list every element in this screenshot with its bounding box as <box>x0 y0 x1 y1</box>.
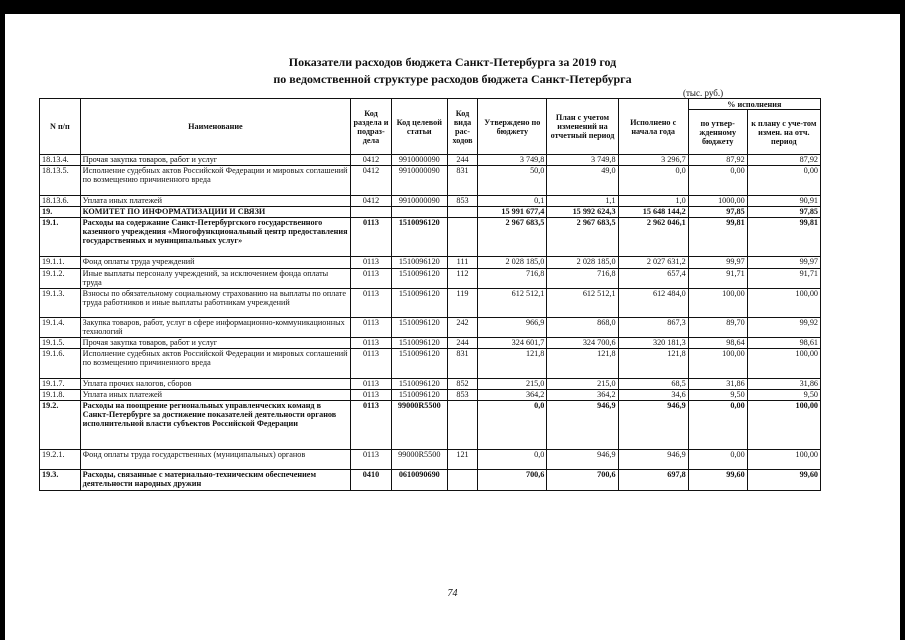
cell-plan: 3 749,8 <box>547 155 618 166</box>
cell-num: 19.1.5. <box>40 338 81 349</box>
cell-p2: 98,61 <box>747 338 820 349</box>
cell-p2: 99,97 <box>747 257 820 269</box>
cell-isp: 697,8 <box>618 470 688 491</box>
cell-vid: 853 <box>447 196 478 207</box>
cell-utv: 324 601,7 <box>478 338 547 349</box>
cell-tsel: 1510096120 <box>391 269 447 289</box>
cell-p2: 0,00 <box>747 166 820 196</box>
cell-isp: 2 027 631,2 <box>618 257 688 269</box>
cell-name: Исполнение судебных актов Российской Федерации и мировых соглашений по возмещению причиненного вреда <box>80 349 350 379</box>
scan-right-border <box>900 14 905 640</box>
cell-p1: 31,86 <box>688 379 747 390</box>
cell-tsel: 0610090690 <box>391 470 447 491</box>
cell-plan: 946,9 <box>547 401 618 450</box>
cell-p1: 91,71 <box>688 269 747 289</box>
cell-plan: 700,6 <box>547 470 618 491</box>
cell-num: 19.1.4. <box>40 318 81 338</box>
cell-plan: 2 028 185,0 <box>547 257 618 269</box>
cell-utv: 215,0 <box>478 379 547 390</box>
cell-tsel: 1510096120 <box>391 349 447 379</box>
cell-utv: 121,8 <box>478 349 547 379</box>
cell-plan: 2 967 683,5 <box>547 218 618 257</box>
cell-utv: 700,6 <box>478 470 547 491</box>
cell-name: Прочая закупка товаров, работ и услуг <box>80 155 350 166</box>
cell-name: Закупка товаров, работ, услуг в сфере информационно-коммуникационных технологий <box>80 318 350 338</box>
cell-plan: 946,9 <box>547 450 618 470</box>
table-row <box>40 379 821 390</box>
cell-p1: 0,00 <box>688 450 747 470</box>
cell-plan: 49,0 <box>547 166 618 196</box>
cell-plan: 324 700,6 <box>547 338 618 349</box>
cell-isp: 0,0 <box>618 166 688 196</box>
cell-p2: 99,92 <box>747 318 820 338</box>
cell-num: 19.1.8. <box>40 390 81 401</box>
cell-isp: 657,4 <box>618 269 688 289</box>
cell-num: 18.13.5. <box>40 166 81 196</box>
cell-utv: 716,8 <box>478 269 547 289</box>
cell-plan: 716,8 <box>547 269 618 289</box>
cell-vid <box>447 401 478 450</box>
cell-tsel: 1510096120 <box>391 257 447 269</box>
cell-tsel: 9910000090 <box>391 155 447 166</box>
document-title-line-2: по ведомственной структуре расходов бюджета Санкт-Петербурга <box>273 72 632 86</box>
cell-isp: 320 181,3 <box>618 338 688 349</box>
table-row <box>40 390 821 401</box>
cell-utv: 612 512,1 <box>478 289 547 318</box>
header-pct-plan: к плану с уче-том измен. на отч. период <box>747 110 820 155</box>
table-row <box>40 207 821 218</box>
cell-isp: 15 648 144,2 <box>618 207 688 218</box>
cell-plan: 1,1 <box>547 196 618 207</box>
budget-table <box>39 98 821 491</box>
cell-name: Расходы на содержание Санкт-Петербургского государственного казенного учреждения «Многофункциональный центр предоставления государственных и муниципальных услуг» <box>80 218 350 257</box>
cell-razdel: 0113 <box>351 450 392 470</box>
cell-name: КОМИТЕТ ПО ИНФОРМАТИЗАЦИИ И СВЯЗИ <box>80 207 350 218</box>
cell-utv: 15 991 677,4 <box>478 207 547 218</box>
cell-isp: 946,9 <box>618 450 688 470</box>
cell-tsel: 99000R5500 <box>391 450 447 470</box>
cell-num: 19.2. <box>40 401 81 450</box>
units-label: (тыс. руб.) <box>683 88 724 98</box>
cell-name: Уплата прочих налогов, сборов <box>80 379 350 390</box>
table-row <box>40 318 821 338</box>
cell-num: 19.1. <box>40 218 81 257</box>
cell-razdel: 0412 <box>351 166 392 196</box>
cell-vid: 242 <box>447 318 478 338</box>
cell-vid: 853 <box>447 390 478 401</box>
cell-razdel: 0113 <box>351 379 392 390</box>
cell-p1: 1000,00 <box>688 196 747 207</box>
cell-p2: 91,71 <box>747 269 820 289</box>
cell-name: Взносы по обязательному социальному страхованию на выплаты по оплате труда работников и иные выплаты работникам учреждений <box>80 289 350 318</box>
cell-vid <box>447 207 478 218</box>
cell-plan: 215,0 <box>547 379 618 390</box>
cell-p1: 100,00 <box>688 349 747 379</box>
cell-p1: 100,00 <box>688 289 747 318</box>
table-row <box>40 338 821 349</box>
cell-vid: 112 <box>447 269 478 289</box>
cell-vid <box>447 218 478 257</box>
cell-p1: 99,60 <box>688 470 747 491</box>
document-title-line-1: Показатели расходов бюджета Санкт-Петербурга за 2019 год <box>288 55 617 69</box>
cell-isp: 2 962 046,1 <box>618 218 688 257</box>
cell-p2: 87,92 <box>747 155 820 166</box>
cell-vid: 831 <box>447 166 478 196</box>
cell-name: Уплата иных платежей <box>80 196 350 207</box>
cell-num: 19.2.1. <box>40 450 81 470</box>
cell-name: Фонд оплаты труда государственных (муниципальных) органов <box>80 450 350 470</box>
cell-razdel: 0113 <box>351 257 392 269</box>
header-pct-utv: по утвер-жденному бюджету <box>688 110 747 155</box>
cell-vid: 119 <box>447 289 478 318</box>
cell-utv: 2 967 683,5 <box>478 218 547 257</box>
cell-razdel: 0113 <box>351 338 392 349</box>
cell-razdel: 0412 <box>351 155 392 166</box>
header-name: Наименование <box>80 99 350 155</box>
cell-isp: 1,0 <box>618 196 688 207</box>
cell-vid: 121 <box>447 450 478 470</box>
cell-plan: 364,2 <box>547 390 618 401</box>
table-row <box>40 269 821 289</box>
cell-p2: 100,00 <box>747 450 820 470</box>
header-isp: Исполнено с начала года <box>618 99 688 155</box>
cell-num: 19. <box>40 207 81 218</box>
cell-num: 19.1.2. <box>40 269 81 289</box>
scan-left-border <box>0 14 5 640</box>
cell-num: 19.1.7. <box>40 379 81 390</box>
cell-num: 19.1.3. <box>40 289 81 318</box>
cell-isp: 121,8 <box>618 349 688 379</box>
cell-tsel: 1510096120 <box>391 379 447 390</box>
cell-name: Уплата иных платежей <box>80 390 350 401</box>
cell-name: Фонд оплаты труда учреждений <box>80 257 350 269</box>
cell-vid: 111 <box>447 257 478 269</box>
cell-utv: 364,2 <box>478 390 547 401</box>
scan-top-border <box>0 0 905 14</box>
cell-p1: 9,50 <box>688 390 747 401</box>
cell-vid: 831 <box>447 349 478 379</box>
cell-vid: 852 <box>447 379 478 390</box>
cell-p2: 97,85 <box>747 207 820 218</box>
cell-utv: 0,0 <box>478 401 547 450</box>
table-row <box>40 196 821 207</box>
cell-razdel <box>351 207 392 218</box>
table-row <box>40 155 821 166</box>
cell-vid <box>447 470 478 491</box>
cell-p2: 90,91 <box>747 196 820 207</box>
cell-utv: 2 028 185,0 <box>478 257 547 269</box>
header-tsel: Код целевой статьи <box>391 99 447 155</box>
cell-vid: 244 <box>447 338 478 349</box>
cell-p2: 31,86 <box>747 379 820 390</box>
cell-tsel <box>391 207 447 218</box>
cell-isp: 68,5 <box>618 379 688 390</box>
cell-utv: 3 749,8 <box>478 155 547 166</box>
cell-p2: 99,81 <box>747 218 820 257</box>
table-row <box>40 257 821 269</box>
cell-razdel: 0113 <box>351 349 392 379</box>
cell-tsel: 1510096120 <box>391 218 447 257</box>
header-razdel: Код раздела и подраз-дела <box>351 99 392 155</box>
header-num: N п/п <box>40 99 81 155</box>
cell-razdel: 0113 <box>351 318 392 338</box>
cell-isp: 612 484,0 <box>618 289 688 318</box>
header-pct: % исполнения <box>688 99 820 110</box>
table-row <box>40 289 821 318</box>
cell-num: 18.13.6. <box>40 196 81 207</box>
cell-plan: 15 992 624,3 <box>547 207 618 218</box>
cell-utv: 0,1 <box>478 196 547 207</box>
cell-num: 19.1.6. <box>40 349 81 379</box>
cell-num: 19.1.1. <box>40 257 81 269</box>
cell-isp: 946,9 <box>618 401 688 450</box>
cell-p1: 89,70 <box>688 318 747 338</box>
table-row <box>40 470 821 491</box>
cell-tsel: 9910000090 <box>391 166 447 196</box>
cell-razdel: 0410 <box>351 470 392 491</box>
cell-p1: 99,97 <box>688 257 747 269</box>
cell-tsel: 1510096120 <box>391 390 447 401</box>
cell-p1: 0,00 <box>688 166 747 196</box>
cell-p1: 98,64 <box>688 338 747 349</box>
cell-name: Расходы, связанные с материально-техническим обеспечением деятельности народных дружин <box>80 470 350 491</box>
cell-razdel: 0412 <box>351 196 392 207</box>
header-utv: Утверждено по бюджету <box>478 99 547 155</box>
cell-tsel: 1510096120 <box>391 289 447 318</box>
cell-isp: 3 296,7 <box>618 155 688 166</box>
cell-name: Прочая закупка товаров, работ и услуг <box>80 338 350 349</box>
cell-p2: 9,50 <box>747 390 820 401</box>
cell-num: 18.13.4. <box>40 155 81 166</box>
cell-p1: 97,85 <box>688 207 747 218</box>
cell-num: 19.3. <box>40 470 81 491</box>
header-vid: Код вида рас-ходов <box>447 99 478 155</box>
cell-name: Иные выплаты персоналу учреждений, за исключением фонда оплаты труда <box>80 269 350 289</box>
table-row <box>40 401 821 450</box>
cell-p2: 100,00 <box>747 289 820 318</box>
cell-razdel: 0113 <box>351 401 392 450</box>
table-row <box>40 349 821 379</box>
cell-p1: 87,92 <box>688 155 747 166</box>
cell-isp: 34,6 <box>618 390 688 401</box>
cell-plan: 612 512,1 <box>547 289 618 318</box>
cell-tsel: 1510096120 <box>391 338 447 349</box>
cell-p1: 0,00 <box>688 401 747 450</box>
cell-name: Расходы на поощрение региональных управленческих команд в Санкт-Петербурге за достижение показателей деятельности органов исполнительной власти субъектов Российской Федерации <box>80 401 350 450</box>
cell-tsel: 9910000090 <box>391 196 447 207</box>
page-number: 74 <box>447 588 458 599</box>
cell-p1: 99,81 <box>688 218 747 257</box>
cell-tsel: 99000R5500 <box>391 401 447 450</box>
table-row <box>40 166 821 196</box>
cell-plan: 121,8 <box>547 349 618 379</box>
cell-p2: 100,00 <box>747 401 820 450</box>
cell-isp: 867,3 <box>618 318 688 338</box>
cell-p2: 99,60 <box>747 470 820 491</box>
cell-razdel: 0113 <box>351 390 392 401</box>
table-body <box>40 155 821 491</box>
cell-utv: 50,0 <box>478 166 547 196</box>
cell-plan: 868,0 <box>547 318 618 338</box>
cell-razdel: 0113 <box>351 289 392 318</box>
table-row <box>40 218 821 257</box>
cell-tsel: 1510096120 <box>391 318 447 338</box>
cell-p2: 100,00 <box>747 349 820 379</box>
table-row <box>40 450 821 470</box>
cell-razdel: 0113 <box>351 269 392 289</box>
cell-utv: 966,9 <box>478 318 547 338</box>
cell-utv: 0,0 <box>478 450 547 470</box>
header-plan: План с учетом изменений на отчетный период <box>547 99 618 155</box>
cell-name: Исполнение судебных актов Российской Федерации и мировых соглашений по возмещению причиненного вреда <box>80 166 350 196</box>
cell-razdel: 0113 <box>351 218 392 257</box>
cell-vid: 244 <box>447 155 478 166</box>
